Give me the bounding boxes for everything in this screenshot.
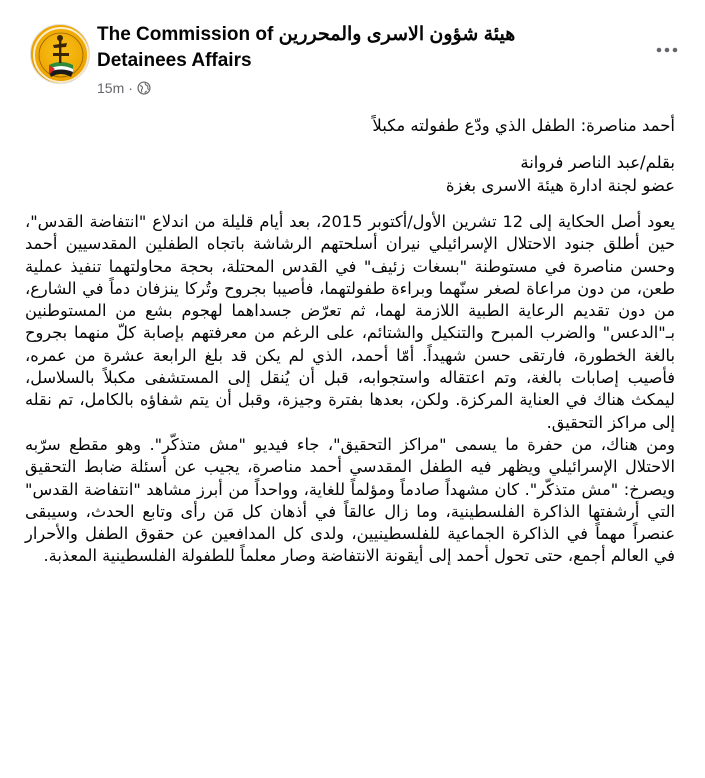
spacer bbox=[25, 197, 675, 211]
page-avatar[interactable] bbox=[30, 24, 90, 84]
post-time[interactable]: 15m bbox=[97, 80, 125, 96]
more-horizontal-icon bbox=[656, 47, 678, 53]
post-paragraph-1: يعود أصل الحكاية إلى 12 تشرين الأول/أكتوبر 2015، بعد أيام قليلة من اندلاع "انتفاضة القدس"، حين أطلق جنود الاحتلال الإسرائيلي نيران أسلحتهم الرشاشة باتجاه الطفلين المقدسيين أحمد وحسن مناصرة في مستوطنة "بسغات زئيف" في القدس المحتلة، بحجة محاولتهما تنفيذ عملية طعن، من دون مراعاة لصغر سنّهما وبراءة طفولتهما، فأصيبا بجروح وتُركا ينزفان دماً في الشارع، من دون تقديم الرعاية الطبية اللازمة لهما، ثم تعرّض جسداهما لهجوم بشع من المستوطنين بـ"الدعس" والضرب المبرح والتنكيل والشتائم، على الرغم من معرفتهم بإصابة كلّ منهما بجروح بالغة الخطورة، فارتقى حسن شهيداً. أمّا أحمد، الذي لم يكن قد بلغ الرابعة عشرة من عمره، فأصيب إصابات بالغة، وتم اعتقاله واستجوابه، قبل أن يُنقل إلى المستشفى مكبلاً بالسلاسل، ليمكث هناك في العناية المركزة. ولكن، بعدها بفترة وجيزة، وقبل أن يتم شفاؤه بالكامل، تم نقله إلى مراكز التحقيق. bbox=[25, 212, 675, 432]
spacer bbox=[25, 137, 675, 151]
post-header bbox=[25, 22, 685, 107]
post-author: بقلم/عبد الناصر فروانة bbox=[520, 153, 675, 172]
more-options-button[interactable] bbox=[649, 32, 685, 68]
post-meta bbox=[97, 80, 151, 96]
post-paragraph-2: ومن هناك، من حفرة ما يسمى "مراكز التحقيق"، جاء فيديو "مش متذكّر". وهو مقطع سرّبه الاحتلال الإسرائيلي ويظهر فيه الطفل المقدسي أحمد مناصرة، يجيب عن أسئلة ضابط التحقيق ويصرخ: "مش متذكّر". كان مشهداً صادماً ومؤلماً للغاية، وواحداً من أبرز مشاهد "انتفاضة القدس" التي أرشفتها الذاكرة الفلسطينية، وما زال عالقاً في أذهان كل مَن رأى وتابع الحدث، وسيبقى عنصراً مهماً في الذاكرة الجماعية للفلسطينيين، ولدى كل المدافعين عن حقوق الطفل والأحرار في العالم أجمع، حتى تحول أحمد إلى أيقونة الانتفاضة وصار معلماً للطفولة الفلسطينية المعذبة. bbox=[25, 434, 675, 566]
post-title: أحمد مناصرة: الطفل الذي ودّع طفولته مكبلاً bbox=[372, 116, 675, 135]
page-name-link[interactable]: The Commission of هيئة شؤون الاسرى والمحررين Detainees Affairs bbox=[97, 24, 516, 71]
post-content bbox=[25, 114, 675, 568]
commission-logo-icon bbox=[31, 25, 90, 84]
globe-icon[interactable] bbox=[137, 81, 151, 95]
meta-separator: · bbox=[128, 80, 133, 96]
post-author-role: عضو لجنة ادارة هيئة الاسرى بغزة bbox=[445, 176, 675, 195]
